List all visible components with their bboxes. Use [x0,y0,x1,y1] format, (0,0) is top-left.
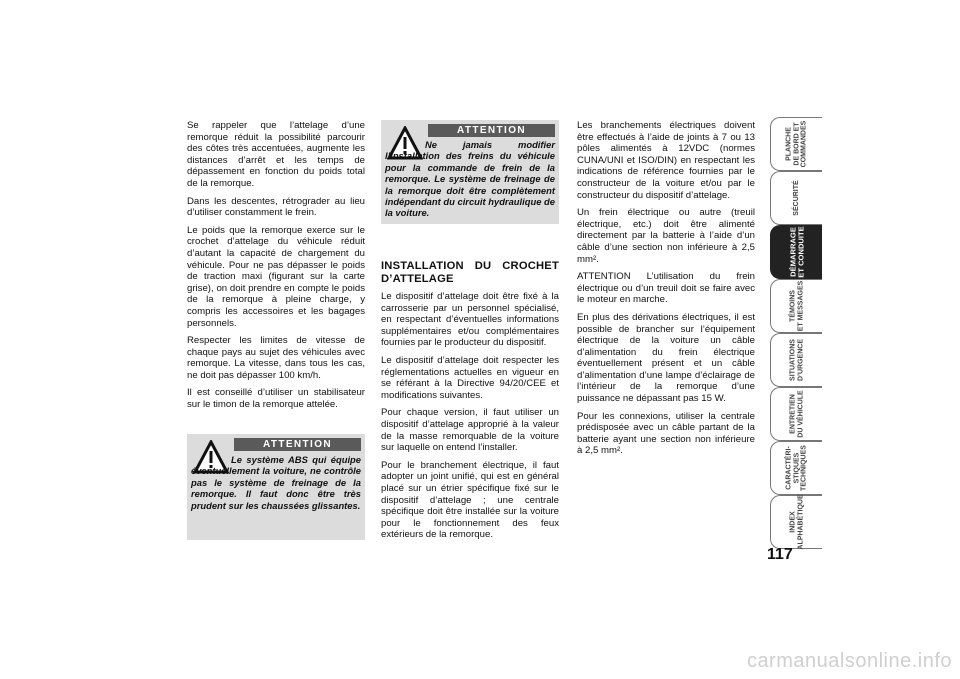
text-column-left [187,120,365,417]
paragraph: ATTENTION L’utilisation du frein électrique ou d’un treuil doit se faire avec le moteur en marche. [577,271,755,306]
paragraph: Le dispositif d’attelage doit être fixé à la carrosserie par un personnel spécialisé, en respectant d’éventuelles informations supplémentaires et/ou complémentaires fournies par le producteur du dispositif. [381,291,559,349]
paragraph: Les branchements électriques doivent être effectués à l’aide de joints à 7 ou 13 pôles alimentés à 12VDC (normes CUNA/UNI et ISO/DIN) en respectant les indications de référence fournies par le constructeur de la voiture et/ou par le constructeur du dispositif d’attelage. [577,120,755,201]
paragraph: Le poids que la remorque exerce sur le crochet d’attelage du véhicule réduit d’autant la capacité de chargement du véhicule. Pour ne pas dépasser le poids de traction maxi (figurant sur la carte grise), on doit prendre en compte le poids de la remorque à pleine charge, y compris les accessoires et les bagages personnels. [187,224,365,329]
tab-temoins-et-messages[interactable]: TÉMOINS ET MESSAGES [770,279,822,333]
tab-securite[interactable]: SÉCURITÉ [770,171,822,225]
attention-text: Le système ABS qui équipe éventuellement la voiture, ne contrôle pas le système de freinage de la remorque. Il faut donc être très prudent sur les chaussées glissantes. [191,454,361,511]
paragraph: Pour le branchement électrique, il faut adopter un joint unifié, qui est en général placé sur un étrier spécifique fixé sur le dispositif d’attelage ; une centrale spécifique doit être installée sur la voiture pour le fonctionnement des feux extérieurs de la remorque. [381,459,559,541]
attention-box-brakes [381,120,559,224]
paragraph: Un frein électrique ou autre (treuil électrique, etc.) doit être alimenté directement par la batterie à l’aide d’un câble d’une section non inférieure à 2,5 mm². [577,207,755,265]
text-column-right [577,120,755,463]
attention-box-abs [187,434,365,540]
paragraph: En plus des dérivations électriques, il est possible de brancher sur l’équipement électrique de la voiture un câble d’alimentation du frein électrique éventuellement présent et un câble d’alimentation d’une lampe d’éclairage de l’intérieur de la remorque d’une puissance ne dépassant pas 15 W. [577,311,755,405]
paragraph: Il est conseillé d’utiliser un stabilisateur sur le timon de la remorque attelée. [187,387,365,411]
attention-banner: ATTENTION [234,438,361,451]
tab-entretien-du-vehicule[interactable]: ENTRETIEN DU VÉHICULE [770,387,822,441]
paragraph: Respecter les limites de vitesse de chaque pays au sujet des véhicules avec remorque. La vitesse, dans tous les cas, ne doit pas dépasser 100 km/h. [187,335,365,381]
tab-planche-de-bord[interactable]: PLANCHE DE BORD ET COMMANDES [770,117,822,171]
watermark: carmanualsonline.info [746,650,952,672]
section-heading: INSTALLATION DU CROCHET D’ATTELAGE [381,260,559,285]
paragraph: Dans les descentes, rétrograder au lieu d’utiliser constamment le frein. [187,195,365,219]
text-column-middle [381,260,559,547]
paragraph: Se rappeler que l’attelage d’une remorque réduit la possibilité parcourir des côtes très accentuées, augmente les distances d’arrêt et les temps de dépassement en fonction du poids total de la remorque. [187,120,365,189]
tab-demarrage-et-conduite[interactable]: DÉMARRAGE ET CONDUITE [770,225,822,279]
tab-situations-d-urgence[interactable]: SITUATIONS D’URGENCE [770,333,822,387]
paragraph: Pour les connexions, utiliser la centrale prédisposée avec un câble partant de la batterie ayant une section non inférieure à 2,5 mm². [577,410,755,457]
paragraph: Le dispositif d’attelage doit respecter les réglementations actuelles en vigueur en se référant à la Directive 94/20/CEE et modifications suivantes. [381,354,559,401]
tab-index-alphabetique[interactable]: INDEX ALPHABÉTIQUE [770,495,822,549]
tab-caracteristiques-techniques[interactable]: CARACTÉRI- STIQUES TECHNIQUES [770,441,822,495]
paragraph: Pour chaque version, il faut utiliser un dispositif d’attelage approprié à la valeur de la masse remorquable de la voiture sur laquelle on entend l’installer. [381,407,559,454]
page-number: 117 [767,546,793,563]
attention-banner: ATTENTION [428,124,555,137]
attention-text: Ne jamais modifier l’installation des freins du véhicule pour la commande de frein de la remorque. Le système de freinage de la remorque doit être complètement indépendant du circuit hydraulique de la voiture. [385,139,555,219]
